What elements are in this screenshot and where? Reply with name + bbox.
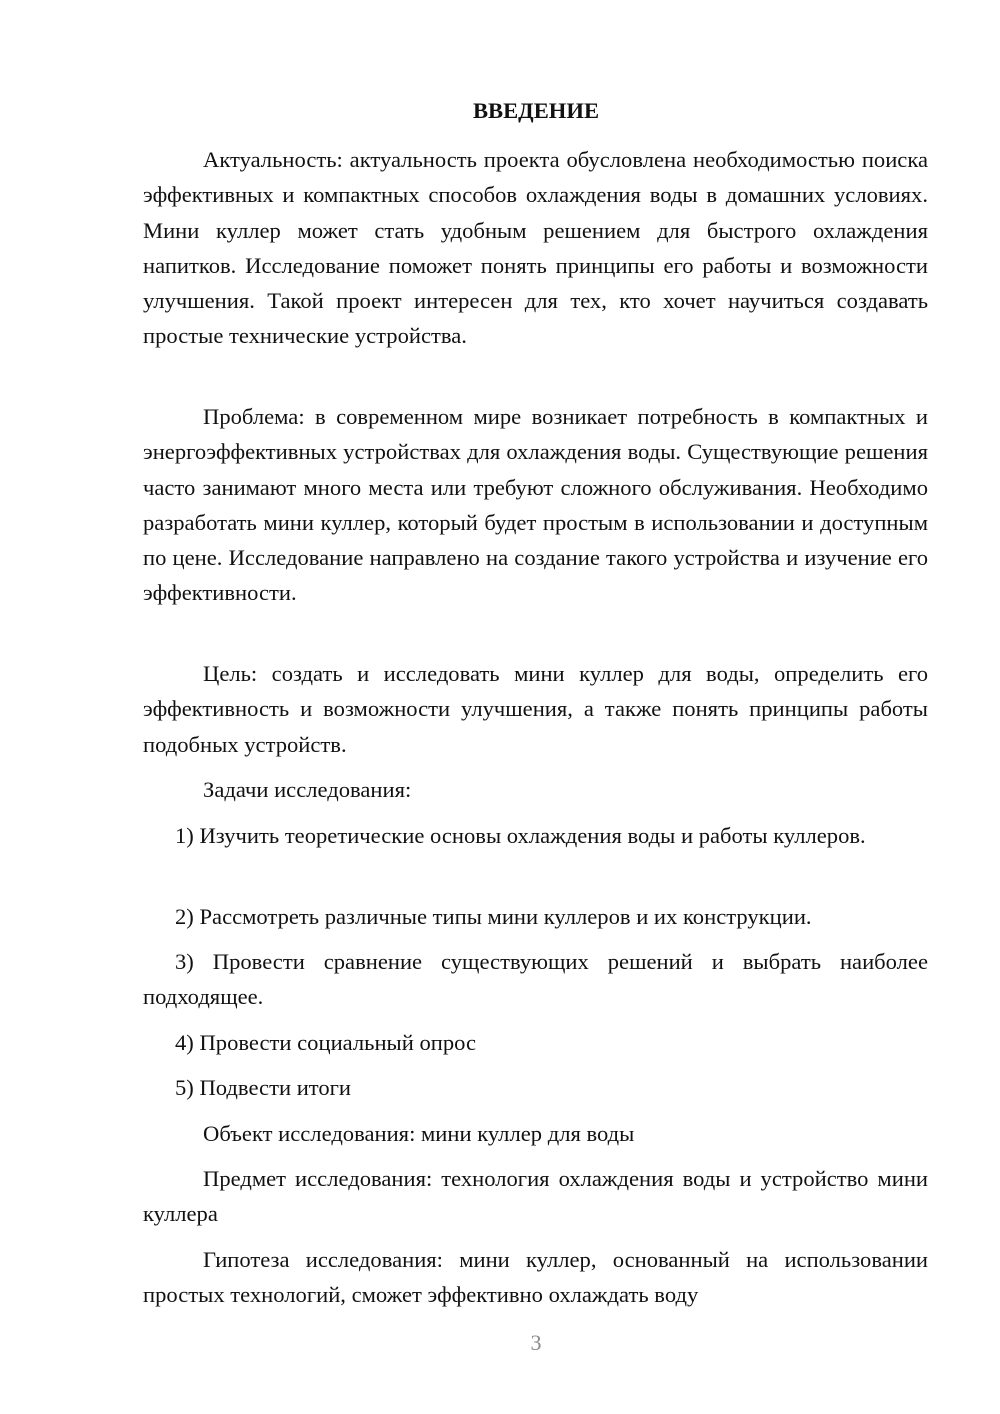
- task-item-2: 2) Рассмотреть различные типы мини куллеров и их конструкции.: [175, 904, 812, 929]
- task-item-1: 1) Изучить теоретические основы охлаждения воды и работы куллеров.: [175, 823, 866, 848]
- problem-paragraph: Проблема: в современном мире возникает потребность в компактных и энергоэффективных устройствах для охлаждения воды. Существующие решения часто занимают много места или требуют сложного обслуживания. Необходимо разработать мини куллер, который будет простым в использовании и доступным по цене. Исследование направлено на создание такого устройства и изучение его эффективности.: [143, 404, 928, 606]
- task-item-3: 3) Провести сравнение существующих решений и выбрать наиболее подходящее.: [143, 949, 928, 1010]
- task-item-4: 4) Провести социальный опрос: [175, 1030, 477, 1055]
- task-item-5: 5) Подвести итоги: [175, 1075, 352, 1100]
- tasks-heading: Задачи исследования:: [203, 777, 412, 802]
- page-number: 3: [530, 1330, 542, 1355]
- object-paragraph: Объект исследования: мини куллер для воды: [203, 1121, 635, 1146]
- subject-paragraph: Предмет исследования: технология охлаждения воды и устройство мини куллера: [143, 1166, 928, 1227]
- relevance-paragraph: Актуальность: актуальность проекта обусловлена необходимостью поиска эффективных и компактных способов охлаждения воды в домашних условиях. Мини куллер может стать удобным решением для быстрого охлаждения напитков. Исследование поможет понять принципы его работы и возможности улучшения. Такой проект интересен для тех, кто хочет научиться создавать простые технические устройства.: [143, 147, 928, 349]
- section-title: ВВЕДЕНИЕ: [472, 98, 600, 123]
- hypothesis-paragraph: Гипотеза исследования: мини куллер, основанный на использовании простых технологий, сможет эффективно охлаждать воду: [143, 1247, 928, 1308]
- goal-paragraph: Цель: создать и исследовать мини куллер для воды, определить его эффективность и возможности улучшения, а также понять принципы работы подобных устройств.: [143, 661, 928, 757]
